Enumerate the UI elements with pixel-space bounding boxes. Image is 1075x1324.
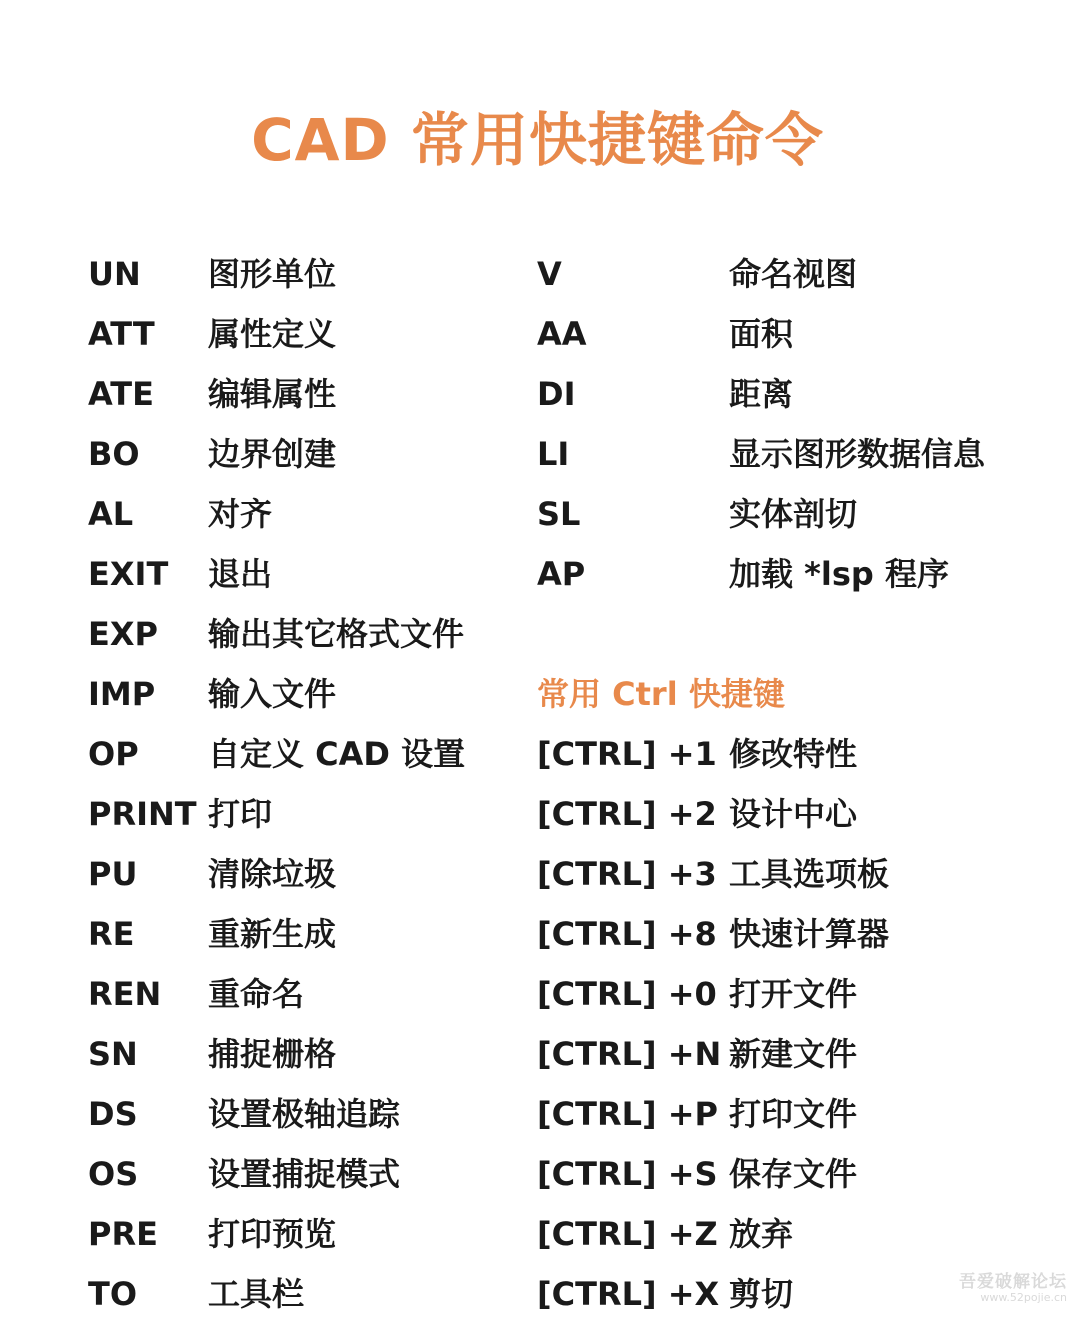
command-description: 捕捉栅格 [208,1035,337,1073]
command-key: [CTRL] +S [537,1155,718,1193]
command-description: 对齐 [208,495,273,533]
command-description: 新建文件 [729,1035,858,1073]
command-row [537,784,1057,844]
command-key: PRE [88,1215,158,1253]
command-key: SL [537,495,581,533]
command-key: [CTRL] +Z [537,1215,718,1253]
command-row [537,904,1057,964]
command-row [537,1084,1057,1144]
command-row [88,544,528,604]
command-description: 打印 [208,795,273,833]
command-row [88,724,528,784]
command-row [537,484,1057,544]
command-row [88,484,528,544]
command-row [537,1204,1057,1264]
command-row [88,1024,528,1084]
command-key: [CTRL] +0 [537,975,717,1013]
command-row [88,304,528,364]
command-description: 退出 [208,555,273,593]
command-row [88,784,528,844]
command-description: 剪切 [729,1275,794,1313]
command-row [88,1144,528,1204]
command-key: AL [88,495,134,533]
command-key: [CTRL] +8 [537,915,717,953]
command-description: 边界创建 [208,435,337,473]
command-description: 编辑属性 [208,375,337,413]
command-key: OP [88,735,139,773]
command-description: 实体剖切 [729,495,858,533]
command-description: 重命名 [208,975,305,1013]
command-key: [CTRL] +P [537,1095,718,1133]
command-key: EXP [88,615,158,653]
command-row [537,1024,1057,1084]
command-row [88,904,528,964]
command-row [537,304,1057,364]
command-row [537,244,1057,304]
command-description: 距离 [729,375,794,413]
command-key: [CTRL] +2 [537,795,717,833]
ctrl-section-row [537,664,1057,724]
command-row [88,244,528,304]
command-description: 输出其它格式文件 [208,615,465,653]
command-description: 打印文件 [729,1095,858,1133]
command-description: 加载 *lsp 程序 [729,555,949,593]
command-key: [CTRL] +N [537,1035,722,1073]
command-key: AP [537,555,586,593]
command-key: BO [88,435,140,473]
command-key: REN [88,975,162,1013]
command-row [88,424,528,484]
command-description: 保存文件 [729,1155,858,1193]
command-key: [CTRL] +1 [537,735,717,773]
command-row [537,844,1057,904]
command-description: 属性定义 [208,315,337,353]
command-key: UN [88,255,141,293]
command-description: 打印预览 [208,1215,337,1253]
command-key: RE [88,915,135,953]
command-key: TO [88,1275,138,1313]
command-description: 重新生成 [208,915,337,953]
command-key: PRINT [88,795,197,833]
command-key: SN [88,1035,138,1073]
command-description: 工具栏 [208,1275,305,1313]
command-key: V [537,255,562,293]
command-description: 命名视图 [729,255,858,293]
command-key: OS [88,1155,139,1193]
command-row [537,544,1057,604]
command-key: AA [537,315,587,353]
command-key: DI [537,375,576,413]
command-row [537,724,1057,784]
command-row [537,364,1057,424]
left-command-list [88,244,528,1324]
command-description: 设置极轴追踪 [208,1095,401,1133]
command-key: PU [88,855,138,893]
command-description: 设计中心 [729,795,858,833]
command-description: 清除垃圾 [208,855,337,893]
command-row [88,604,528,664]
command-description: 面积 [729,315,794,353]
command-key: DS [88,1095,138,1133]
command-row [537,1144,1057,1204]
watermark [959,1273,1067,1305]
command-description: 输入文件 [208,675,337,713]
command-description: 打开文件 [729,975,858,1013]
page-title: CAD 常用快捷键命令 [251,106,824,174]
command-key: [CTRL] +X [537,1275,720,1313]
watermark-url: www.52pojie.cn [980,1291,1067,1305]
section-gap [537,604,1057,664]
command-row [88,1084,528,1144]
command-key: ATE [88,375,154,413]
command-row [537,964,1057,1024]
command-row [88,1264,528,1324]
command-key: LI [537,435,570,473]
command-key: IMP [88,675,156,713]
watermark-text: 吾爱破解论坛 [959,1271,1067,1292]
command-description: 图形单位 [208,255,337,293]
command-key: ATT [88,315,155,353]
command-description: 快速计算器 [729,915,890,953]
command-key: [CTRL] +3 [537,855,717,893]
command-row [88,664,528,724]
command-description: 显示图形数据信息 [729,435,986,473]
command-row [88,1204,528,1264]
command-row [537,424,1057,484]
command-row [88,364,528,424]
command-description: 设置捕捉模式 [208,1155,401,1193]
command-row [88,844,528,904]
command-row [88,964,528,1024]
ctrl-section-heading: 常用 Ctrl 快捷键 [537,675,785,713]
command-description: 自定义 CAD 设置 [208,735,466,773]
right-command-list [537,244,1057,1324]
command-key: EXIT [88,555,169,593]
command-description: 修改特性 [729,735,858,773]
command-description: 放弃 [729,1215,794,1253]
command-description: 工具选项板 [729,855,890,893]
